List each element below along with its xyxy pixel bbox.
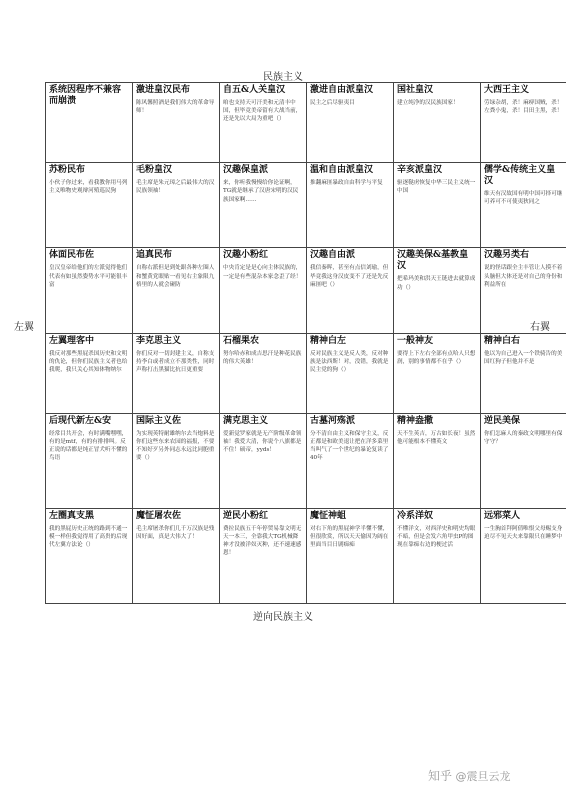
grid-cell (307, 248, 394, 333)
cell-title: 汉趣自由派 (310, 250, 356, 261)
cell-title: 毛粉皇汉 (136, 165, 173, 176)
watermark-site: 知乎 (428, 769, 453, 783)
cell-description: 天不生英吉，万古如长夜！虽然他可能根本不懂英文 (397, 430, 476, 445)
grid-row (46, 413, 566, 508)
cell-title: 追真民布 (136, 250, 173, 261)
political-compass-grid (45, 82, 566, 604)
cell-description: 他以为自己进入一个铁骑告的美国红狗子但他并不是 (484, 350, 563, 365)
cell-title: 左圈真支黑 (49, 510, 95, 521)
cell-title: 辛亥派皇汉 (397, 165, 443, 176)
grid-cell (394, 83, 481, 163)
cell-description: 陈风馨照酒是我们伟大的革命导师！ (136, 100, 215, 115)
grid-cell (46, 248, 133, 333)
cell-description: 维天有汉故国有明中国可择可继可养可不可使夷狄同之 (484, 191, 563, 206)
cell-title: 魔怔神蛆 (310, 510, 347, 521)
cell-description: 我信秦晖，甚至有点信刘瑜，但毕竟我这身汉皮变不了还是先反麻匪吧（） (310, 265, 389, 288)
cell-title: 汉趣另类右 (484, 250, 530, 261)
cell-description: 皇汉皇帝给他们的左派觉得他们代表有如虽然姿势水平可能很丰富 (49, 265, 128, 288)
cell-description: 费拉民族五千年停贸易靠文明无天一本三，全靠我大TG机械降神才没被洋奴灭种，还不速速感恩！ (223, 525, 302, 557)
cell-description: 说的怪话跟全主丰管让人摸不着头脑但大体还是对自己的身份和利益所在 (484, 265, 563, 288)
cell-title: 一般神友 (397, 335, 434, 346)
cell-title: 石榴果农 (223, 335, 260, 346)
cell-title: 汉趣美保&基教皇汉 (397, 250, 469, 272)
grid-cell (46, 163, 133, 248)
grid-cell (307, 163, 394, 248)
axis-label-top: 民族主义 (263, 72, 303, 83)
cell-description: 咱也支持天可汗美和元清丰中国，但毕竟美帝留有大战当前，还是先以大局为重吧（） (223, 100, 302, 123)
cell-description: 爱新觉罗家就是无产阶级革命领袖！我爱大清，你说个八旗都是不住！硕帝，yyds！ (223, 430, 302, 454)
cell-title: 体面民布佐 (49, 250, 95, 261)
cell-title: 系统因程序不兼容而崩溃 (49, 85, 122, 106)
cell-description: 建立纯净的汉民族国家！ (397, 100, 459, 106)
grid-cell (133, 248, 220, 333)
cell-title: 苏粉民布 (49, 165, 86, 176)
grid-row (46, 83, 566, 163)
grid-cell (394, 333, 481, 413)
cell-title: 冷系洋奴 (397, 510, 434, 521)
grid-cell (481, 413, 566, 508)
cell-description: 反对民族主义是反人类，反对种族是法西斯！对，没错，我就是民主党的狗（） (310, 350, 389, 373)
cell-title: 古墓河殇派 (310, 415, 356, 426)
grid-cell (481, 163, 566, 248)
cell-description: 你们怎麻人的秦政文明哪里有保守守？ (484, 430, 563, 445)
grid-cell (394, 508, 481, 603)
cell-title: 激进自由派皇汉 (310, 85, 374, 95)
axis-label-right: 右翼 (530, 322, 550, 333)
grid-cell (307, 508, 394, 603)
grid-cell (394, 248, 481, 333)
cell-title: 精神盎撒 (397, 415, 434, 426)
grid-row (46, 248, 566, 333)
cell-description: 不懂洋文，对西洋史和明史均眼不暗，但是会发六角甲虫P的图现在靠痴右边的梗过活 (397, 525, 476, 549)
grid-cell (220, 508, 307, 603)
cell-description: 为实现英特耐雄纳尔去当炮料是你们这些东来农园的福报，不要不知好歹另外同志永远比同胞重要（） (136, 430, 215, 462)
grid-row (46, 508, 566, 603)
grid-cell (481, 83, 566, 163)
grid-cell (307, 333, 394, 413)
cell-title: 国社皇汉 (397, 85, 434, 95)
cell-title: 汉趣小粉红 (223, 250, 269, 261)
grid-cell (220, 248, 307, 333)
grid-cell (220, 333, 307, 413)
grid-cell (46, 508, 133, 603)
cell-description: 对右下角的黑屁神学半懂不懂，但很欣赏，所以天天偷因为阔在里面当目日剧痴痴 (310, 525, 389, 549)
grid-cell (133, 163, 220, 248)
grid-cell (394, 413, 481, 508)
cell-description: 来，你听我慢慢给你论证啊，TG就是继承了汉唐宋明的汉民族国家啊…… (223, 180, 299, 203)
cell-title: 后现代新左&安 (49, 415, 112, 426)
cell-title: 魔怔屠农佐 (136, 510, 182, 521)
grid-row (46, 333, 566, 413)
grid-body (46, 83, 566, 604)
cell-description: 驱逐鞑虏恢复中华三民主义统一中国 (397, 180, 476, 195)
cell-title: 精神白右 (484, 335, 521, 346)
cell-title: 逆民美保 (484, 415, 521, 426)
grid-cell (46, 413, 133, 508)
cell-title: 远邪菜人 (484, 510, 521, 521)
cell-description: 中央肯定是是心向主体民族的，一定是有些混杂本家念歪了经！ (223, 265, 302, 280)
cell-description: 毛主席屠杀你们几千万汉族是残因好面，真是大伟大了！ (136, 525, 215, 541)
cell-title: 自五&人关皇汉 (223, 85, 286, 95)
cell-description: 劳绿杂胡，杀！麻痹国贼，杀！左粪小鬼，杀！目田主黑，杀！ (484, 100, 563, 115)
cell-title: 儒学&传统主义皇汉 (484, 165, 556, 187)
cell-title: 大西王主义 (484, 85, 530, 95)
cell-description: 你们反对一切封建主义，自称支持李白或者成立不那类性，同时声称打击黑猫比抗日更重要 (136, 350, 215, 373)
cell-description: 我的黑屁历史正统的路到不通一模一样但我觉得用了高贵的后现代左翼方法论（） (49, 525, 128, 549)
cell-title: 李克思主义 (136, 335, 182, 346)
cell-description: 努尔哈赤和成吉思汗是种花民族的伟大英雄！ (223, 350, 302, 365)
grid-cell (133, 413, 220, 508)
grid-cell (307, 413, 394, 508)
cell-description: 推翻麻匪暴政自由科学与平复 (310, 180, 383, 187)
grid-cell (133, 333, 220, 413)
cell-title: 满克思主义 (223, 415, 269, 426)
axis-label-bottom: 逆向民族主义 (253, 612, 313, 623)
cell-description: 一生胸首拜阿倩唯恨父母赐支身迫尽不见天夫来靠限只在睡梦中 (484, 525, 563, 541)
grid-cell (133, 83, 220, 163)
grid-cell (307, 83, 394, 163)
cell-description: 我反对那些黑屁杀国历史和文明的仇论，但你们民族主义者也给我爬，我只关心其知体物纳尔 (49, 350, 128, 373)
cell-description: 自称右派但是到处跟各种左圈人和蟹黄党眼贴一看见右主象限九格里的人就会碰防 (136, 265, 215, 288)
grid-cell (46, 333, 133, 413)
grid-cell (481, 248, 566, 333)
watermark-author: @震旦云龙 (455, 770, 511, 783)
grid-cell (481, 333, 566, 413)
grid-cell (394, 163, 481, 248)
grid-cell (220, 83, 307, 163)
cell-title: 精神白左 (310, 335, 347, 346)
grid-cell (220, 413, 307, 508)
axis-label-left: 左翼 (14, 322, 34, 333)
grid-cell (133, 508, 220, 603)
cell-description: 毛主席是朱元璋之后最伟大的汉民族领袖！ (136, 180, 215, 195)
cell-title: 温和自由派皇汉 (310, 165, 374, 176)
cell-description: 经常目共开会，有时满嘴嘿嘿，有的是mtf，有的有排排叫。反正说的话都是纯正冒犬听不懂的鸟语 (49, 430, 128, 462)
cell-title: 汉趣保皇派 (223, 165, 269, 176)
grid-cell (46, 83, 133, 163)
grid-row (46, 163, 566, 248)
cell-title: 逆民小粉红 (223, 510, 269, 521)
cell-description: 小伙子你过来，看我教你用马列主义唯物史观辩河殖巡民狗 (49, 180, 128, 195)
cell-description: 分不清自由主义和保守主义，反正都是和欧美退让把在洋多菜里当叫气了一个世纪的暴论复读了40年 (310, 430, 389, 462)
cell-title: 激进皇汉民布 (136, 85, 191, 95)
cell-description: 民主之后尽驱夷目 (310, 100, 355, 106)
cell-title: 国际主义佐 (136, 415, 182, 426)
cell-description: 把希玛美和洪天王链进去就算成功（） (397, 276, 476, 291)
cell-title: 左翼理客中 (49, 335, 95, 346)
grid-cell (481, 508, 566, 603)
grid-cell (220, 163, 307, 248)
cell-description: 要得上下左右全部有点哈人只想润，别的事情都不在乎（） (397, 350, 476, 365)
watermark (428, 767, 511, 784)
